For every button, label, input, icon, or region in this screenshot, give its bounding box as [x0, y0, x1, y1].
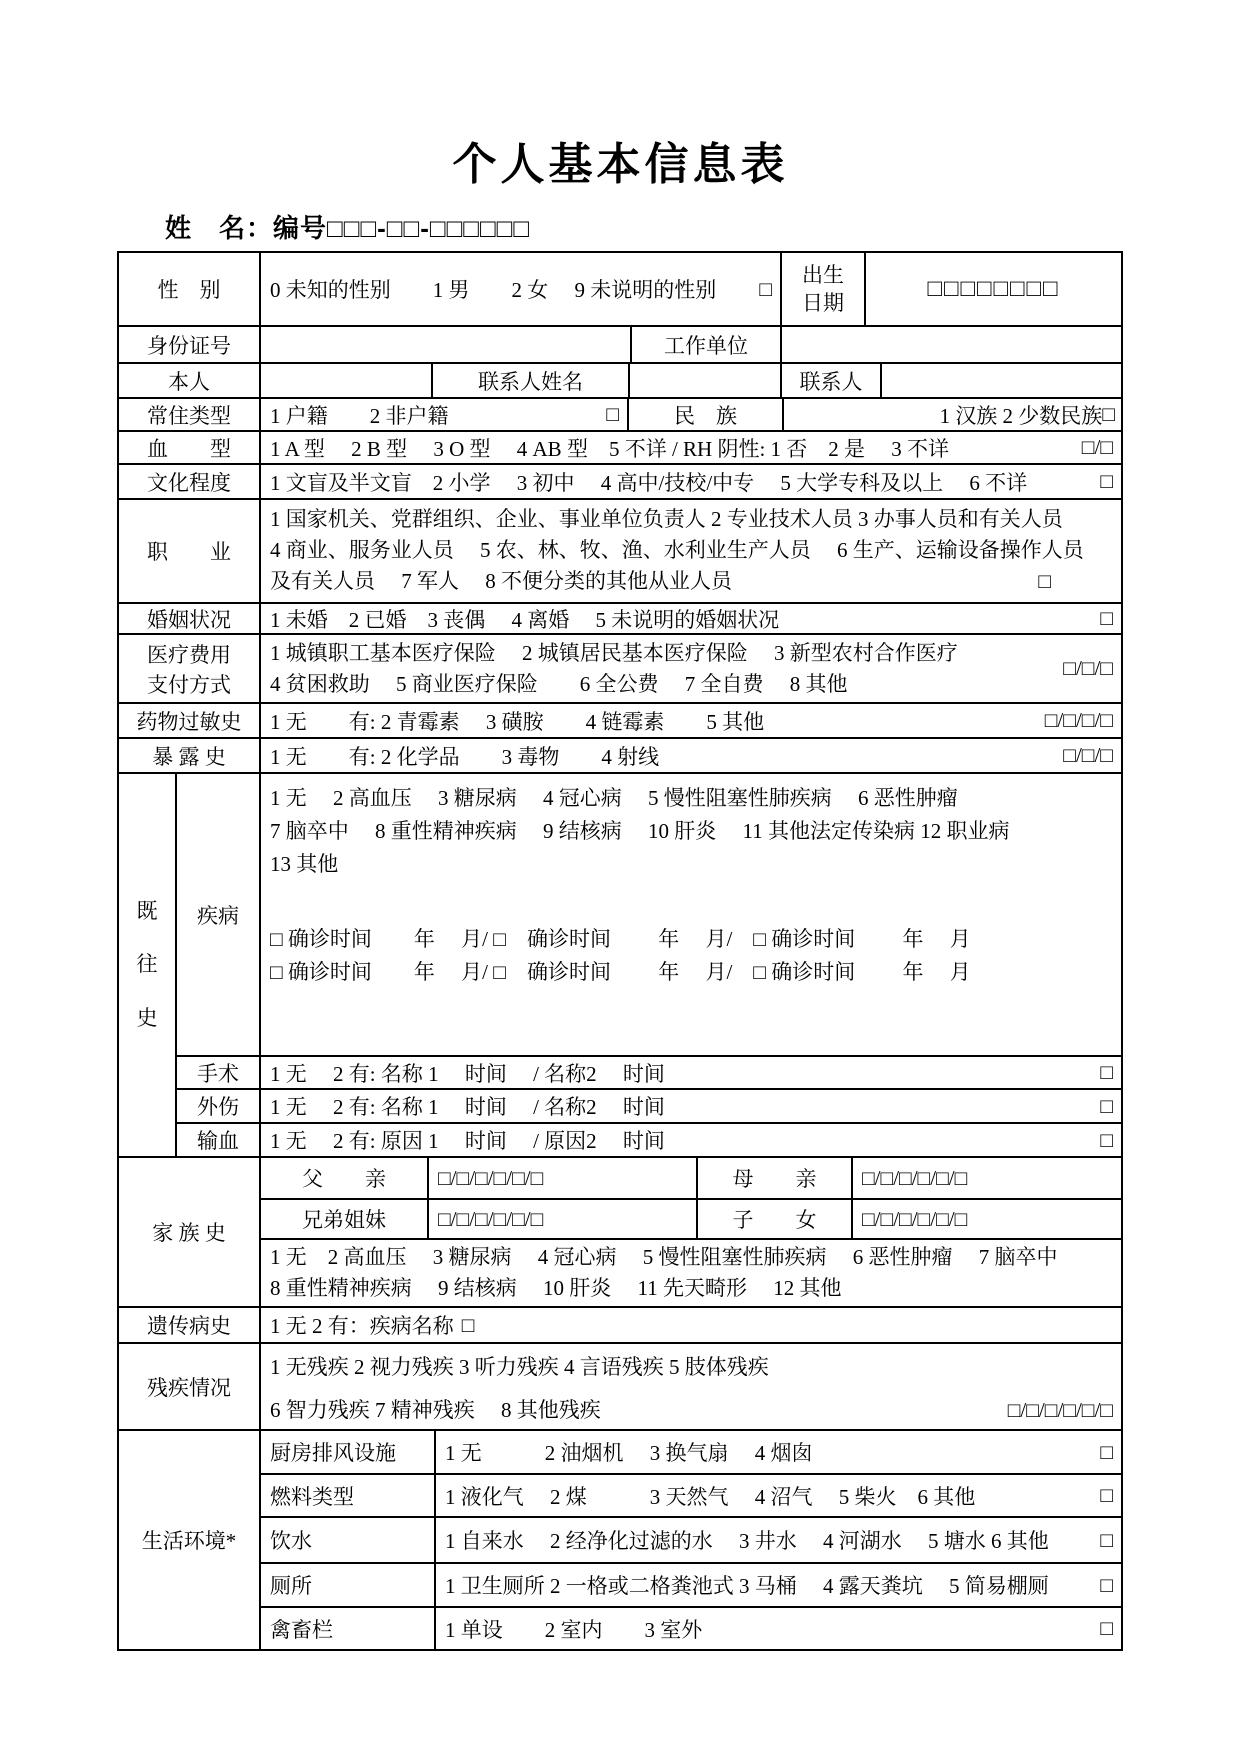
- mother-label: 母 亲: [696, 1158, 851, 1198]
- education-label: 文化程度: [147, 470, 231, 495]
- education-options: 1 文盲及半文盲 2 小学 3 初中 4 高中/技校/中专 5 大学专科及以上 6 不详: [270, 470, 1028, 495]
- disability-line2: 6 智力残疾 7 精神残疾 8 其他残疾: [270, 1398, 601, 1422]
- trauma-checkbox[interactable]: □: [1100, 1093, 1113, 1118]
- id-card-label: 身份证号: [147, 333, 231, 358]
- row-exposure: [119, 737, 1121, 772]
- name-code-line: [165, 208, 1241, 245]
- education-checkbox[interactable]: □: [1100, 469, 1113, 493]
- disease-line1: 1 无 2 高血压 3 糖尿病 4 冠心病 5 慢性阻塞性肺疾病 6 恶性肿瘤: [270, 786, 958, 810]
- marriage-options-cell: [259, 604, 1121, 633]
- personal-info-table: [117, 251, 1123, 1651]
- blood-label: 血 型: [147, 436, 231, 461]
- occupation-line1: 1 国家机关、党群组织、企业、事业单位负责人 2 专业技术人员 3 办事人员和有关人员: [270, 507, 1063, 531]
- siblings-checkboxes[interactable]: □/□/□/□/□/□: [427, 1200, 696, 1238]
- drug-allergy-options-cell: [259, 704, 1121, 737]
- surgery-checkbox[interactable]: □: [1100, 1060, 1113, 1084]
- ethnic-options: 1 汉族 2 少数民族: [939, 403, 1103, 428]
- row-family-parents: [261, 1158, 1121, 1198]
- livestock-options-cell: [434, 1608, 1121, 1649]
- ethnic-checkbox[interactable]: □: [1102, 402, 1115, 426]
- disease-line2: 7 脑卒中 8 重性精神疾病 9 结核病 10 肝炎 11 其他法定传染病 12 职业病: [270, 819, 1010, 843]
- exposure-checkboxes[interactable]: □/□/□: [1063, 743, 1113, 767]
- past-history-section: [119, 772, 1121, 1156]
- children-label: 子 女: [696, 1200, 851, 1238]
- genetic-checkbox[interactable]: □: [461, 1312, 475, 1337]
- disease-confirm-line1[interactable]: □ 确诊时间 年 月/ □ 确诊时间 年 月/ □ 确诊时间 年 月: [270, 927, 971, 951]
- work-unit-label: 工作单位: [630, 327, 780, 362]
- disease-line3: 13 其他: [270, 852, 339, 876]
- row-contact: [119, 362, 1121, 397]
- education-options-cell: [259, 465, 1121, 498]
- exposure-label: 暴 露 史: [152, 744, 226, 769]
- occupation-label: 职 业: [147, 540, 231, 564]
- water-options-cell: [434, 1518, 1121, 1562]
- fuel-sublabel: 燃料类型: [270, 1484, 354, 1509]
- disability-cell: [259, 1344, 1121, 1429]
- drug-allergy-label: 药物过敏史: [136, 709, 242, 734]
- disability-line2-wrap: [270, 1395, 1121, 1426]
- contact-phone-input[interactable]: [880, 364, 1121, 397]
- occupation-line3-wrap: [270, 566, 1121, 597]
- living-env-label: 生活环境*: [141, 1529, 237, 1553]
- surgery-text: 1 无 2 有: 名称 1 时间 / 名称2 时间: [270, 1061, 665, 1086]
- water-sublabel: 饮水: [270, 1529, 312, 1553]
- disease-sublabel: 疾病: [197, 903, 239, 928]
- fuel-options-cell: [434, 1475, 1121, 1516]
- fuel-options: 1 液化气 2 煤 3 天然气 4 沼气 5 柴火 6 其他: [445, 1484, 976, 1509]
- row-medical-payment: [119, 633, 1121, 702]
- row-education: [119, 463, 1121, 498]
- transfusion-cell: [259, 1124, 1121, 1156]
- occupation-line2: 4 商业、服务业人员 5 农、林、牧、渔、水利业生产人员 6 生产、运输设备操作人员: [270, 538, 1084, 562]
- disease-options-cell: [259, 774, 1121, 1055]
- gender-options: 0 未知的性别 1 男 2 女 9 未说明的性别: [270, 278, 717, 302]
- transfusion-text: 1 无 2 有: 原因 1 时间 / 原因2 时间: [270, 1129, 665, 1153]
- medical-payment-label-1: 医疗费用: [147, 642, 231, 667]
- row-surgery: [177, 1055, 1121, 1088]
- code-label: 编号: [273, 213, 328, 243]
- row-livestock: [261, 1606, 1121, 1649]
- row-occupation: [119, 498, 1121, 602]
- genetic-cell: [259, 1308, 1121, 1342]
- blood-checkboxes[interactable]: □/□: [1081, 435, 1113, 459]
- medical-payment-options-cell: [259, 635, 1121, 702]
- genetic-label: 遗传病史: [147, 1314, 231, 1338]
- birth-date-label-cell: [780, 253, 864, 325]
- living-env-rows: [259, 1431, 1121, 1649]
- medical-payment-line1: 1 城镇职工基本医疗保险 2 城镇居民基本医疗保险 3 新型农村合作医疗: [270, 640, 958, 665]
- occupation-options-cell: [259, 500, 1121, 602]
- row-transfusion: [177, 1122, 1121, 1156]
- blood-options-cell: [259, 432, 1121, 463]
- children-checkboxes[interactable]: □/□/□/□/□/□: [851, 1200, 1121, 1238]
- kitchen-checkbox[interactable]: □: [1100, 1439, 1113, 1464]
- trauma-sublabel: 外伤: [197, 1095, 239, 1119]
- gender-options-cell: [259, 253, 780, 325]
- birth-date-label: 出生日期: [802, 262, 844, 315]
- medical-payment-label-2: 支付方式: [147, 672, 231, 697]
- family-list-line1: 1 无 2 高血压 3 糖尿病 4 冠心病 5 慢性阻塞性肺疾病 6 恶性肿瘤 7 脑卒中: [270, 1245, 1058, 1269]
- trauma-text: 1 无 2 有: 名称 1 时间 / 名称2 时间: [270, 1095, 665, 1119]
- row-id-card: [119, 325, 1121, 362]
- row-family-siblings: [261, 1198, 1121, 1238]
- disability-line1: 1 无残疾 2 视力残疾 3 听力残疾 4 言语残疾 5 肢体残疾: [270, 1355, 769, 1379]
- family-list-line2: 8 重性精神疾病 9 结核病 10 肝炎 11 先天畸形 12 其他: [270, 1276, 842, 1300]
- exposure-options-cell: [259, 739, 1121, 772]
- medical-payment-line2: 4 贫困救助 5 商业医疗保险 6 全公费 7 全自费 8 其他: [270, 671, 848, 696]
- kitchen-options: 1 无 2 油烟机 3 换气扇 4 烟囱: [445, 1441, 813, 1465]
- ethnic-label: 民 族: [627, 399, 782, 430]
- work-unit-input[interactable]: [780, 327, 1121, 362]
- self-label: 本人: [168, 369, 210, 394]
- code-boxes[interactable]: □□□-□□-□□□□□□: [327, 213, 531, 243]
- exposure-options: 1 无 有: 2 化学品 3 毒物 4 射线: [270, 744, 660, 769]
- family-disease-list: [261, 1240, 1121, 1306]
- kitchen-sublabel: 厨房排风设施: [270, 1441, 396, 1465]
- toilet-sublabel: 厕所: [270, 1574, 312, 1598]
- family-history-label: 家 族 史: [152, 1221, 226, 1245]
- past-history-label: 既往史: [136, 898, 158, 1030]
- medical-payment-lines: [270, 638, 958, 700]
- occupation-line3: 及有关人员 7 军人 8 不便分类的其他从业人员: [270, 569, 732, 593]
- surgery-sublabel: 手术: [197, 1061, 239, 1086]
- trauma-cell: [259, 1090, 1121, 1122]
- residence-options-cell: [259, 399, 627, 430]
- row-kitchen: [261, 1431, 1121, 1473]
- family-history-section: [119, 1156, 1121, 1306]
- id-card-input[interactable]: [259, 327, 630, 362]
- marriage-options: 1 未婚 2 已婚 3 丧偶 4 离婚 5 未说明的婚姻状况: [270, 607, 780, 632]
- disability-checkboxes[interactable]: □/□/□/□/□/□: [1007, 1398, 1113, 1422]
- mother-checkboxes[interactable]: □/□/□/□/□/□: [851, 1158, 1121, 1198]
- row-residence: [119, 397, 1121, 430]
- row-trauma: [177, 1088, 1121, 1122]
- transfusion-sublabel: 输血: [197, 1129, 239, 1153]
- water-options: 1 自来水 2 经净化过滤的水 3 井水 4 河湖水 5 塘水 6 其他: [445, 1529, 1049, 1553]
- row-marriage: [119, 602, 1121, 633]
- row-toilet: [261, 1562, 1121, 1606]
- surgery-cell: [259, 1057, 1121, 1088]
- disability-label: 残疾情况: [147, 1375, 231, 1400]
- livestock-options: 1 单设 2 室内 3 室外: [445, 1617, 703, 1642]
- toilet-checkbox[interactable]: □: [1100, 1572, 1113, 1597]
- gender-checkbox[interactable]: □: [759, 276, 772, 301]
- row-water: [261, 1516, 1121, 1562]
- medical-payment-label-cell: [119, 635, 259, 702]
- form-title: 个人基本信息表: [452, 140, 789, 189]
- residence-options: 1 户籍 2 非户籍: [270, 403, 449, 428]
- row-disability: [119, 1342, 1121, 1429]
- siblings-label: 兄弟姐妹: [302, 1208, 386, 1232]
- toilet-options: 1 卫生厕所 2 一格或二格粪池式 3 马桶 4 露天粪坑 5 简易棚厕: [445, 1574, 1049, 1598]
- marriage-checkbox[interactable]: □: [1100, 606, 1113, 630]
- marriage-label: 婚姻状况: [147, 607, 231, 632]
- row-disease: [177, 774, 1121, 1055]
- gender-label: 性 别: [157, 278, 221, 302]
- drug-allergy-checkboxes[interactable]: □/□/□/□: [1044, 708, 1113, 732]
- contact-name-input[interactable]: [628, 364, 780, 397]
- row-blood: [119, 430, 1121, 463]
- water-checkbox[interactable]: □: [1100, 1527, 1113, 1552]
- genetic-text: 1 无 2 有：疾病名称: [270, 1314, 454, 1338]
- contact-label: 联系人: [780, 364, 880, 397]
- livestock-checkbox[interactable]: □: [1100, 1616, 1113, 1640]
- transfusion-checkbox[interactable]: □: [1100, 1127, 1113, 1152]
- past-history-label-cell: [119, 774, 175, 1156]
- occupation-checkbox[interactable]: □: [1038, 569, 1051, 593]
- row-fuel: [261, 1473, 1121, 1516]
- family-history-rows: [259, 1158, 1121, 1306]
- contact-name-label: 联系人姓名: [431, 364, 628, 397]
- father-label: 父 亲: [302, 1167, 386, 1191]
- row-gender: [119, 253, 1121, 325]
- residence-label: 常住类型: [147, 403, 231, 428]
- drug-allergy-options: 1 无 有: 2 青霉素 3 磺胺 4 链霉素 5 其他: [270, 709, 765, 734]
- blood-options: 1 A 型 2 B 型 3 O 型 4 AB 型 5 不详 / RH 阴性: 1 否 2 是 3 不详: [270, 436, 950, 461]
- row-drug-allergy: [119, 702, 1121, 737]
- livestock-sublabel: 禽畜栏: [270, 1617, 333, 1642]
- fuel-checkbox[interactable]: □: [1100, 1483, 1113, 1507]
- self-phone-input[interactable]: [259, 364, 431, 397]
- medical-payment-checkboxes[interactable]: □/□/□: [1063, 656, 1113, 680]
- living-env-section: [119, 1429, 1121, 1649]
- toilet-options-cell: [434, 1564, 1121, 1606]
- disease-confirm-line2[interactable]: □ 确诊时间 年 月/ □ 确诊时间 年 月/ □ 确诊时间 年 月: [270, 960, 971, 984]
- row-genetic: [119, 1306, 1121, 1342]
- ethnic-options-cell: [782, 399, 1121, 430]
- kitchen-options-cell: [434, 1431, 1121, 1473]
- name-label: 姓 名：: [165, 213, 274, 243]
- row-family-list: [261, 1238, 1121, 1306]
- residence-checkbox[interactable]: □: [606, 402, 619, 426]
- past-history-rows: [175, 774, 1121, 1156]
- father-checkboxes[interactable]: □/□/□/□/□/□: [427, 1158, 696, 1198]
- birth-date-boxes[interactable]: □□□□□□□□: [864, 253, 1121, 325]
